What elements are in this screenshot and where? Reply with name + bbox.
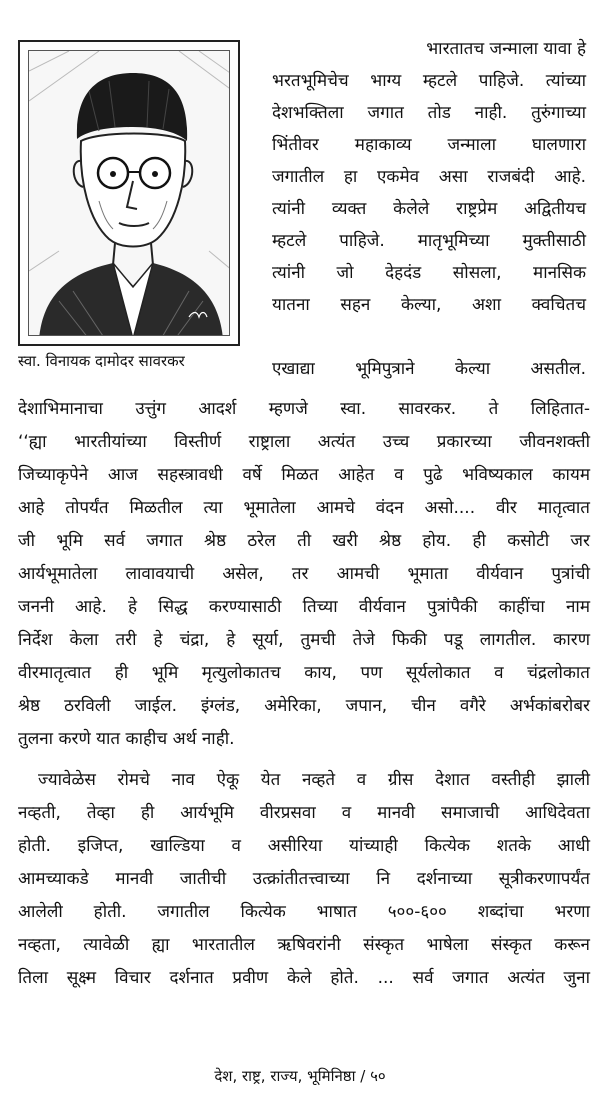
text-line: आमच्याकडे मानवी जातीची उत्क्रांतीतत्त्वाच्या नि दर्शनाच्या सूत्रीकरणापर्यंत	[18, 869, 590, 889]
portrait-illustration	[29, 51, 230, 336]
page-footer: देश, राष्ट्र, राज्य, भूमिनिष्ठा / ५०	[214, 1067, 386, 1085]
text-line: ‘‘ह्या भारतीयांच्या विस्तीर्ण राष्ट्राला अत्यंत उच्च प्रकारच्या जीवनशक्ती	[18, 432, 590, 452]
text-line: वीरमातृत्वात ही भूमि मृत्युलोकातच काय, पण सूर्यलोकात व चंद्रलोकात	[18, 663, 590, 683]
text-line: देशाभिमानाचा उत्तुंग आदर्श म्हणजे स्वा. सावरकर. ते लिहितात-	[18, 399, 590, 419]
text-line: आर्यभूमातेला लावावयाची असेल, तर आमची भूमाता वीर्यवान पुत्रांची	[18, 564, 590, 584]
text-line: होती. इजिप्त, खाल्डिया व असीरिया यांच्याही कित्येक शतके आधी	[18, 836, 590, 856]
portrait-frame	[18, 40, 240, 346]
portrait-sketch	[28, 50, 230, 336]
text-line: भरतभूमिचेच भाग्य म्हटले पाहिजे. त्यांच्या	[272, 71, 586, 91]
text-line: श्रेष्ठ ठरविली जाईल. इंग्लंड, अमेरिका, जपान, चीन वगैरे अर्भकांबरोबर	[18, 696, 590, 716]
text-line: आहे तोपर्यंत मिळतील त्या भूमातेला आमचे वंदन असो.... वीर मातृत्वात	[18, 498, 590, 518]
text-line: भिंतीवर महाकाव्य जन्माला घालणारा	[272, 135, 586, 155]
text-line: जी भूमि सर्व जगात श्रेष्ठ ठरेल ती खरी श्रेष्ठ होय. ही कसोटी जर	[18, 531, 590, 551]
text-line: त्यांनी जो देहदंड सोसला, मानसिक	[272, 263, 586, 283]
text-line: आलेली होती. जगातील कित्येक भाषात ५००-६०० शब्दांचा भरणा	[18, 902, 590, 922]
text-line: तिला सूक्ष्म विचार दर्शनात प्रवीण केले होते. ... सर्व जगात अत्यंत जुना	[18, 968, 590, 988]
portrait-caption: स्वा. विनायक दामोदर सावरकर	[18, 352, 185, 370]
text-line: निर्देश केला तरी हे चंद्रा, हे सूर्या, तुमची तेजे फिकी पडू लागतील. कारण	[18, 630, 590, 650]
text-line: जिच्याकृपेने आज सहस्त्रावधी वर्षे मिळत आहेत व पुढे भविष्यकाल कायम	[18, 465, 590, 485]
text-line: त्यांनी व्यक्त केलेले राष्ट्रप्रेम अद्वितीयच	[272, 199, 586, 219]
text-line: भारतातच जन्माला यावा हे	[426, 39, 586, 59]
text-line: जननी आहे. हे सिद्ध करण्यासाठी तिच्या वीर्यवान पुत्रांपैकी काहींचा नाम	[18, 597, 590, 617]
text-line: जगातील हा एकमेव असा राजबंदी आहे.	[272, 167, 586, 187]
text-line: यातना सहन केल्या, अशा क्वचितच	[272, 295, 586, 315]
text-line: नव्हता, त्यावेळी ह्या भारतातील ऋषिवरांनी संस्कृत भाषेला संस्कृत करून	[18, 935, 590, 955]
text-line: म्हटले पाहिजे. मातृभूमिच्या मुक्तीसाठी	[272, 231, 586, 251]
text-line: नव्हती, तेव्हा ही आर्यभूमि वीरप्रसवा व मानवी समाजाची आधिदेवता	[18, 803, 590, 823]
text-line: तुलना करणे यात काहीच अर्थ नाही.	[18, 729, 235, 749]
text-line: देशभक्तिला जगात तोड नाही. तुरुंगाच्या	[272, 103, 586, 123]
text-line: ज्यावेळेस रोमचे नाव ऐकू येत नव्हते व ग्रीस देशात वस्तीही झाली	[38, 770, 590, 790]
text-line: एखाद्या भूमिपुत्राने केल्या असतील.	[272, 359, 586, 379]
